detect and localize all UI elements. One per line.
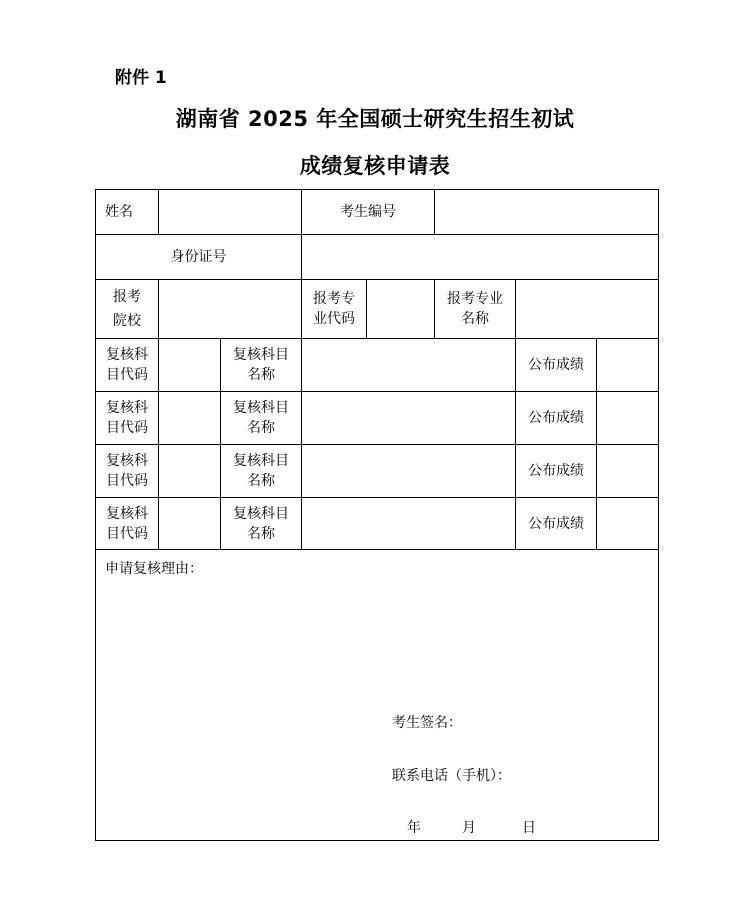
published-score-label: 公布成绩 (528, 357, 584, 373)
review-code-field[interactable] (159, 445, 220, 497)
review-subject-name-label: 复核科目 名称 (233, 400, 289, 436)
name-field[interactable] (159, 190, 301, 234)
major-name-field[interactable] (516, 280, 658, 338)
form-title-line2: 成绩复核申请表 (299, 154, 451, 178)
review-subject-name-label: 复核科目 名称 (233, 347, 289, 383)
review-reason-label: 申请复核理由： (105, 561, 203, 577)
published-score-label: 公布成绩 (528, 410, 584, 426)
review-subject-name-field[interactable] (302, 392, 515, 444)
review-code-label: 复核科 目代码 (106, 505, 148, 542)
review-code-field[interactable] (159, 392, 220, 444)
published-score-label: 公布成绩 (528, 463, 584, 479)
score-review-form (95, 189, 659, 841)
exam-no-label: 考生编号 (340, 204, 396, 220)
review-code-field[interactable] (159, 498, 220, 549)
date-month-label: 月 (462, 820, 476, 836)
review-subject-name-label: 复核科目 名称 (233, 453, 289, 489)
review-code-label: 复核科 目代码 (106, 453, 148, 489)
published-score-field[interactable] (597, 339, 658, 391)
phone-label: 联系电话（手机）： (392, 768, 511, 784)
date-day-label: 日 (522, 820, 536, 836)
attachment-label: 附件 1 (115, 68, 167, 88)
id-number-label: 身份证号 (170, 249, 227, 265)
major-code-label: 报考专 业代码 (313, 291, 355, 327)
review-code-label: 复核科 目代码 (106, 400, 148, 436)
date-year-label: 年 (407, 820, 421, 836)
signature-label: 考生签名： (392, 715, 462, 731)
review-code-field[interactable] (159, 339, 220, 391)
major-name-label: 报考专业 名称 (447, 291, 503, 327)
review-subject-name-field[interactable] (302, 339, 515, 391)
published-score-field[interactable] (597, 498, 658, 549)
review-subject-name-field[interactable] (302, 445, 515, 497)
review-code-label: 复核科 目代码 (106, 347, 148, 383)
school-label: 报考 院校 (113, 289, 141, 329)
name-label: 姓名 (105, 204, 133, 220)
published-score-field[interactable] (597, 445, 658, 497)
published-score-label: 公布成绩 (528, 515, 584, 532)
form-title-line1: 湖南省 2025 年全国硕士研究生招生初试 (175, 107, 575, 131)
review-reason-field[interactable] (104, 582, 650, 702)
review-subject-name-field[interactable] (302, 498, 515, 549)
exam-no-field[interactable] (435, 190, 658, 234)
review-subject-name-label: 复核科目 名称 (233, 505, 289, 542)
id-number-field[interactable] (302, 235, 658, 279)
school-field[interactable] (159, 280, 301, 338)
major-code-field[interactable] (367, 280, 434, 338)
published-score-field[interactable] (597, 392, 658, 444)
